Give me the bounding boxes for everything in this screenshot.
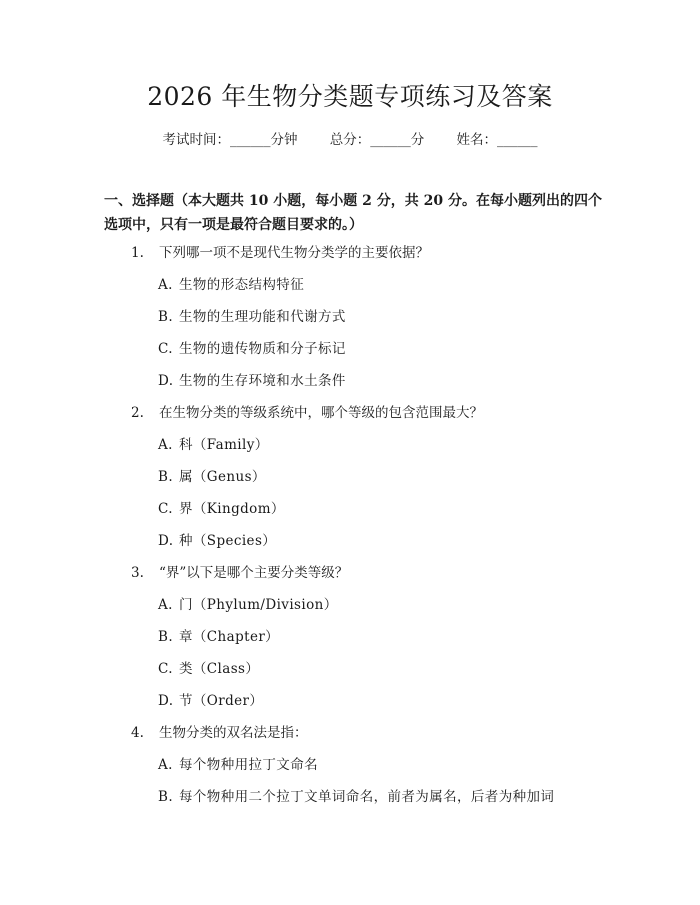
question-1-option-a <box>158 275 304 295</box>
option-letter: C. <box>158 341 173 357</box>
question-3-option-c <box>158 659 259 679</box>
option-letter: A. <box>158 757 173 773</box>
document-title: 2026 年生物分类题专项练习及答案 <box>147 82 553 111</box>
option-letter: B. <box>158 309 174 325</box>
student-name-label: 姓名： <box>456 132 498 148</box>
option-text: 类（Class） <box>179 661 260 677</box>
exam-info-line <box>0 130 700 150</box>
exam-time-blank: ______ <box>229 132 271 148</box>
question-number: 4. <box>131 725 144 741</box>
question-3 <box>131 563 348 583</box>
option-text: 章（Chapter） <box>179 629 280 645</box>
option-letter: D. <box>158 373 174 389</box>
student-name-field <box>457 130 538 150</box>
question-3-option-d <box>158 691 263 711</box>
option-letter: A. <box>158 597 173 613</box>
question-3-option-b <box>158 627 279 647</box>
question-2-option-b <box>158 467 266 487</box>
question-4-option-b <box>158 787 554 807</box>
total-score-blank: ______ <box>370 132 411 148</box>
option-text: 门（Phylum/Division） <box>179 597 338 613</box>
question-1-option-c <box>158 339 346 359</box>
question-1-option-b <box>158 307 346 327</box>
question-2-option-c <box>158 499 285 519</box>
option-text: 每个物种用拉丁文命名 <box>179 757 318 773</box>
option-letter: A. <box>158 437 173 453</box>
total-score-label: 总分： <box>329 132 371 148</box>
exam-time-label: 考试时间： <box>162 132 230 148</box>
option-letter: C. <box>158 501 173 517</box>
student-name-blank: ______ <box>497 132 538 148</box>
option-text: 种（Species） <box>179 533 277 549</box>
option-text: 生物的生存环境和水土条件 <box>179 373 346 389</box>
option-text: 节（Order） <box>179 693 264 709</box>
option-letter: D. <box>158 693 174 709</box>
question-2-option-a <box>158 435 269 455</box>
option-text: 界（Kingdom） <box>179 501 285 517</box>
question-2 <box>131 403 483 423</box>
option-text: 科（Family） <box>179 437 269 453</box>
question-text: 生物分类的双名法是指： <box>159 725 308 741</box>
option-text: 生物的遗传物质和分子标记 <box>179 341 346 357</box>
option-text: 属（Genus） <box>179 469 266 485</box>
option-text: 生物的形态结构特征 <box>179 277 305 293</box>
question-3-option-a <box>158 595 338 615</box>
option-text: 每个物种用二个拉丁文单词命名，前者为属名，后者为种加词 <box>179 789 555 805</box>
question-number: 1. <box>131 245 144 261</box>
question-1-option-d <box>158 371 346 391</box>
question-4-option-a <box>158 755 318 775</box>
question-number: 3. <box>131 565 144 581</box>
total-score-unit: 分 <box>410 132 425 148</box>
exam-time-unit: 分钟 <box>270 132 298 148</box>
option-letter: D. <box>158 533 174 549</box>
question-text: “界”以下是哪个主要分类等级？ <box>159 565 349 581</box>
total-score-field <box>330 130 425 150</box>
section-heading: 一、选择题（本大题共 10 小题，每小题 2 分，共 20 分。在每小题列出的四个选项中，只有一项是最符合题目要求的。） <box>104 193 602 233</box>
question-number: 2. <box>131 405 144 421</box>
exam-time-field <box>162 130 297 150</box>
option-letter: B. <box>158 629 174 645</box>
question-text: 在生物分类的等级系统中，哪个等级的包含范围最大？ <box>159 405 483 421</box>
option-text: 生物的生理功能和代谢方式 <box>179 309 346 325</box>
option-letter: C. <box>158 661 173 677</box>
question-2-option-d <box>158 531 276 551</box>
question-text: 下列哪一项不是现代生物分类学的主要依据？ <box>159 245 429 261</box>
option-letter: B. <box>158 789 174 805</box>
option-letter: A. <box>158 277 173 293</box>
option-letter: B. <box>158 469 174 485</box>
question-4 <box>131 723 308 743</box>
question-1 <box>131 243 429 263</box>
